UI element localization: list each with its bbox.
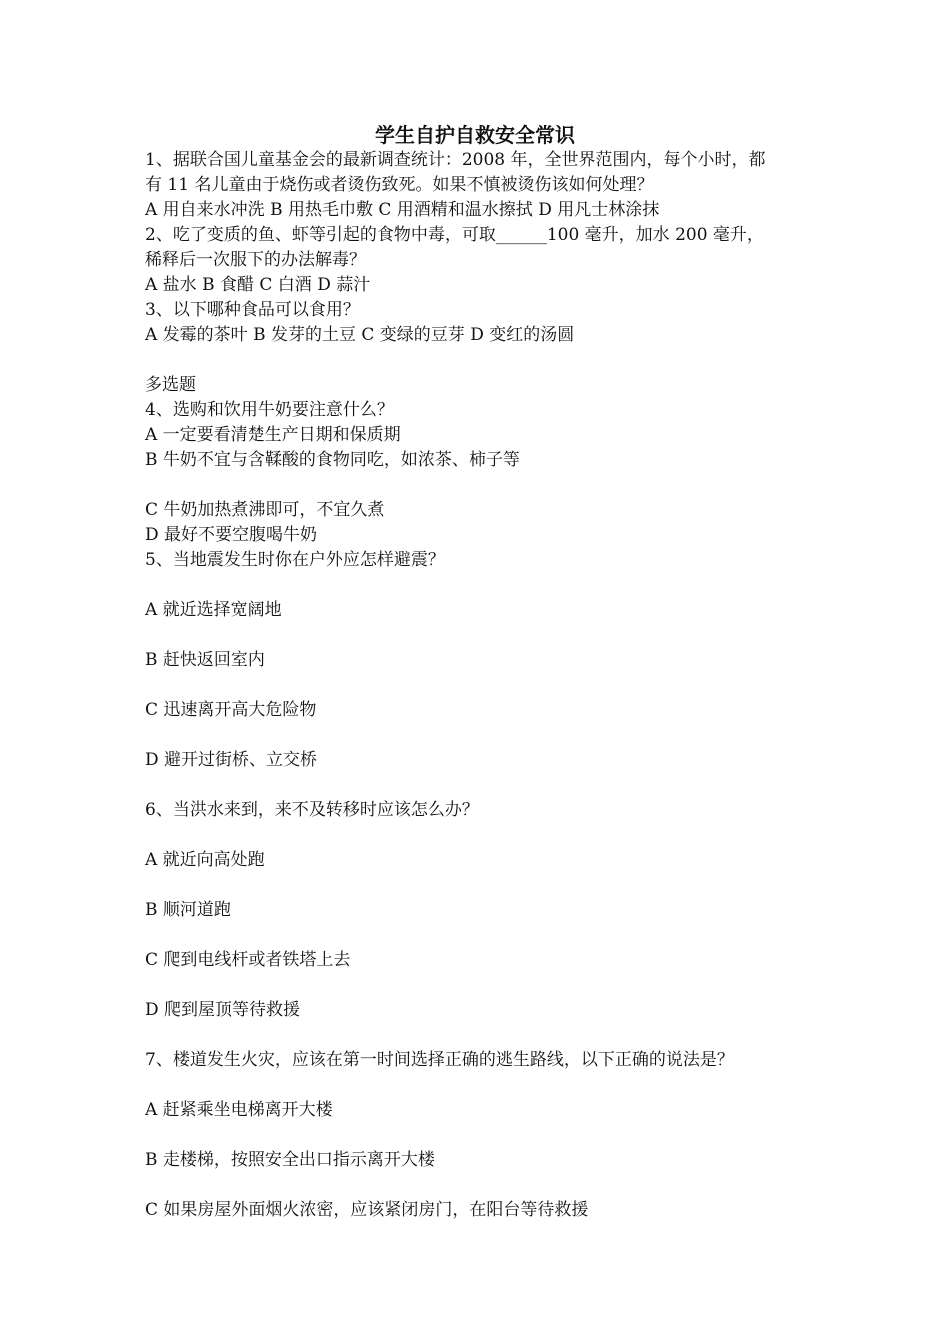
text-line: 3、以下哪种食品可以食用？ — [145, 300, 360, 320]
blank-line — [145, 723, 815, 748]
blank-line — [145, 673, 815, 698]
text-line: D 爬到屋顶等待救援 — [145, 1000, 301, 1020]
blank-line — [145, 773, 815, 798]
text-line: A 盐水 B 食醋 C 白酒 D 蒜汁 — [145, 275, 371, 295]
text-line: 多选题 — [145, 375, 196, 395]
text-line: A 就近向高处跑 — [145, 850, 265, 870]
text-line: B 赶快返回室内 — [145, 650, 265, 670]
text-line: 7、楼道发生火灾，应该在第一时间选择正确的逃生路线，以下正确的说法是？ — [145, 1050, 734, 1070]
blank-line — [145, 573, 815, 598]
text-line: A 赶紧乘坐电梯离开大楼 — [145, 1100, 333, 1120]
blank-line — [145, 1123, 815, 1148]
text-line: 4、选购和饮用牛奶要注意什么？ — [145, 400, 394, 420]
text-line: C 爬到电线杆或者铁塔上去 — [145, 950, 351, 970]
blank-line — [145, 1023, 815, 1048]
blank-line — [145, 873, 815, 898]
text-line: A 就近选择宽阔地 — [145, 600, 282, 620]
blank-line — [145, 1073, 815, 1098]
text-line: 5、当地震发生时你在户外应怎样避震？ — [145, 550, 445, 570]
text-line: 2、吃了变质的鱼、虾等引起的食物中毒，可取______100 毫升，加水 200 毫升， — [145, 225, 764, 245]
text-line: A 发霉的茶叶 B 发芽的土豆 C 变绿的豆芽 D 变红的汤圆 — [145, 325, 575, 345]
text-line: A 用自来水冲洗 B 用热毛巾敷 C 用酒精和温水擦拭 D 用凡士林涂抹 — [145, 200, 660, 220]
text-line: B 牛奶不宜与含鞣酸的食物同吃，如浓茶、柿子等 — [145, 450, 520, 470]
text-line: D 避开过街桥、立交桥 — [145, 750, 318, 770]
text-line: D 最好不要空腹喝牛奶 — [145, 525, 318, 545]
text-line: 有 11 名儿童由于烧伤或者烫伤致死。如果不慎被烫伤该如何处理？ — [145, 175, 654, 195]
text-line: B 走楼梯，按照安全出口指示离开大楼 — [145, 1150, 435, 1170]
blank-line — [145, 1173, 815, 1198]
text-line: C 牛奶加热煮沸即可，不宜久煮 — [145, 500, 385, 520]
blank-line — [145, 473, 815, 498]
text-line: 1、据联合国儿童基金会的最新调查统计：2008 年，全世界范围内，每个小时，都 — [145, 150, 766, 170]
text-line: C 迅速离开高大危险物 — [145, 700, 317, 720]
blank-line — [145, 923, 815, 948]
text-line: 6、当洪水来到，来不及转移时应该怎么办？ — [145, 800, 479, 820]
blank-line — [145, 348, 815, 373]
document-title: 学生自护自救安全常识 — [375, 123, 575, 147]
document-body — [145, 148, 815, 1223]
text-line: A 一定要看清楚生产日期和保质期 — [145, 425, 401, 445]
text-line: B 顺河道跑 — [145, 900, 231, 920]
blank-line — [145, 623, 815, 648]
blank-line — [145, 823, 815, 848]
blank-line — [145, 973, 815, 998]
text-line: 稀释后一次服下的办法解毒？ — [145, 250, 366, 270]
text-line: C 如果房屋外面烟火浓密，应该紧闭房门，在阳台等待救援 — [145, 1200, 589, 1220]
